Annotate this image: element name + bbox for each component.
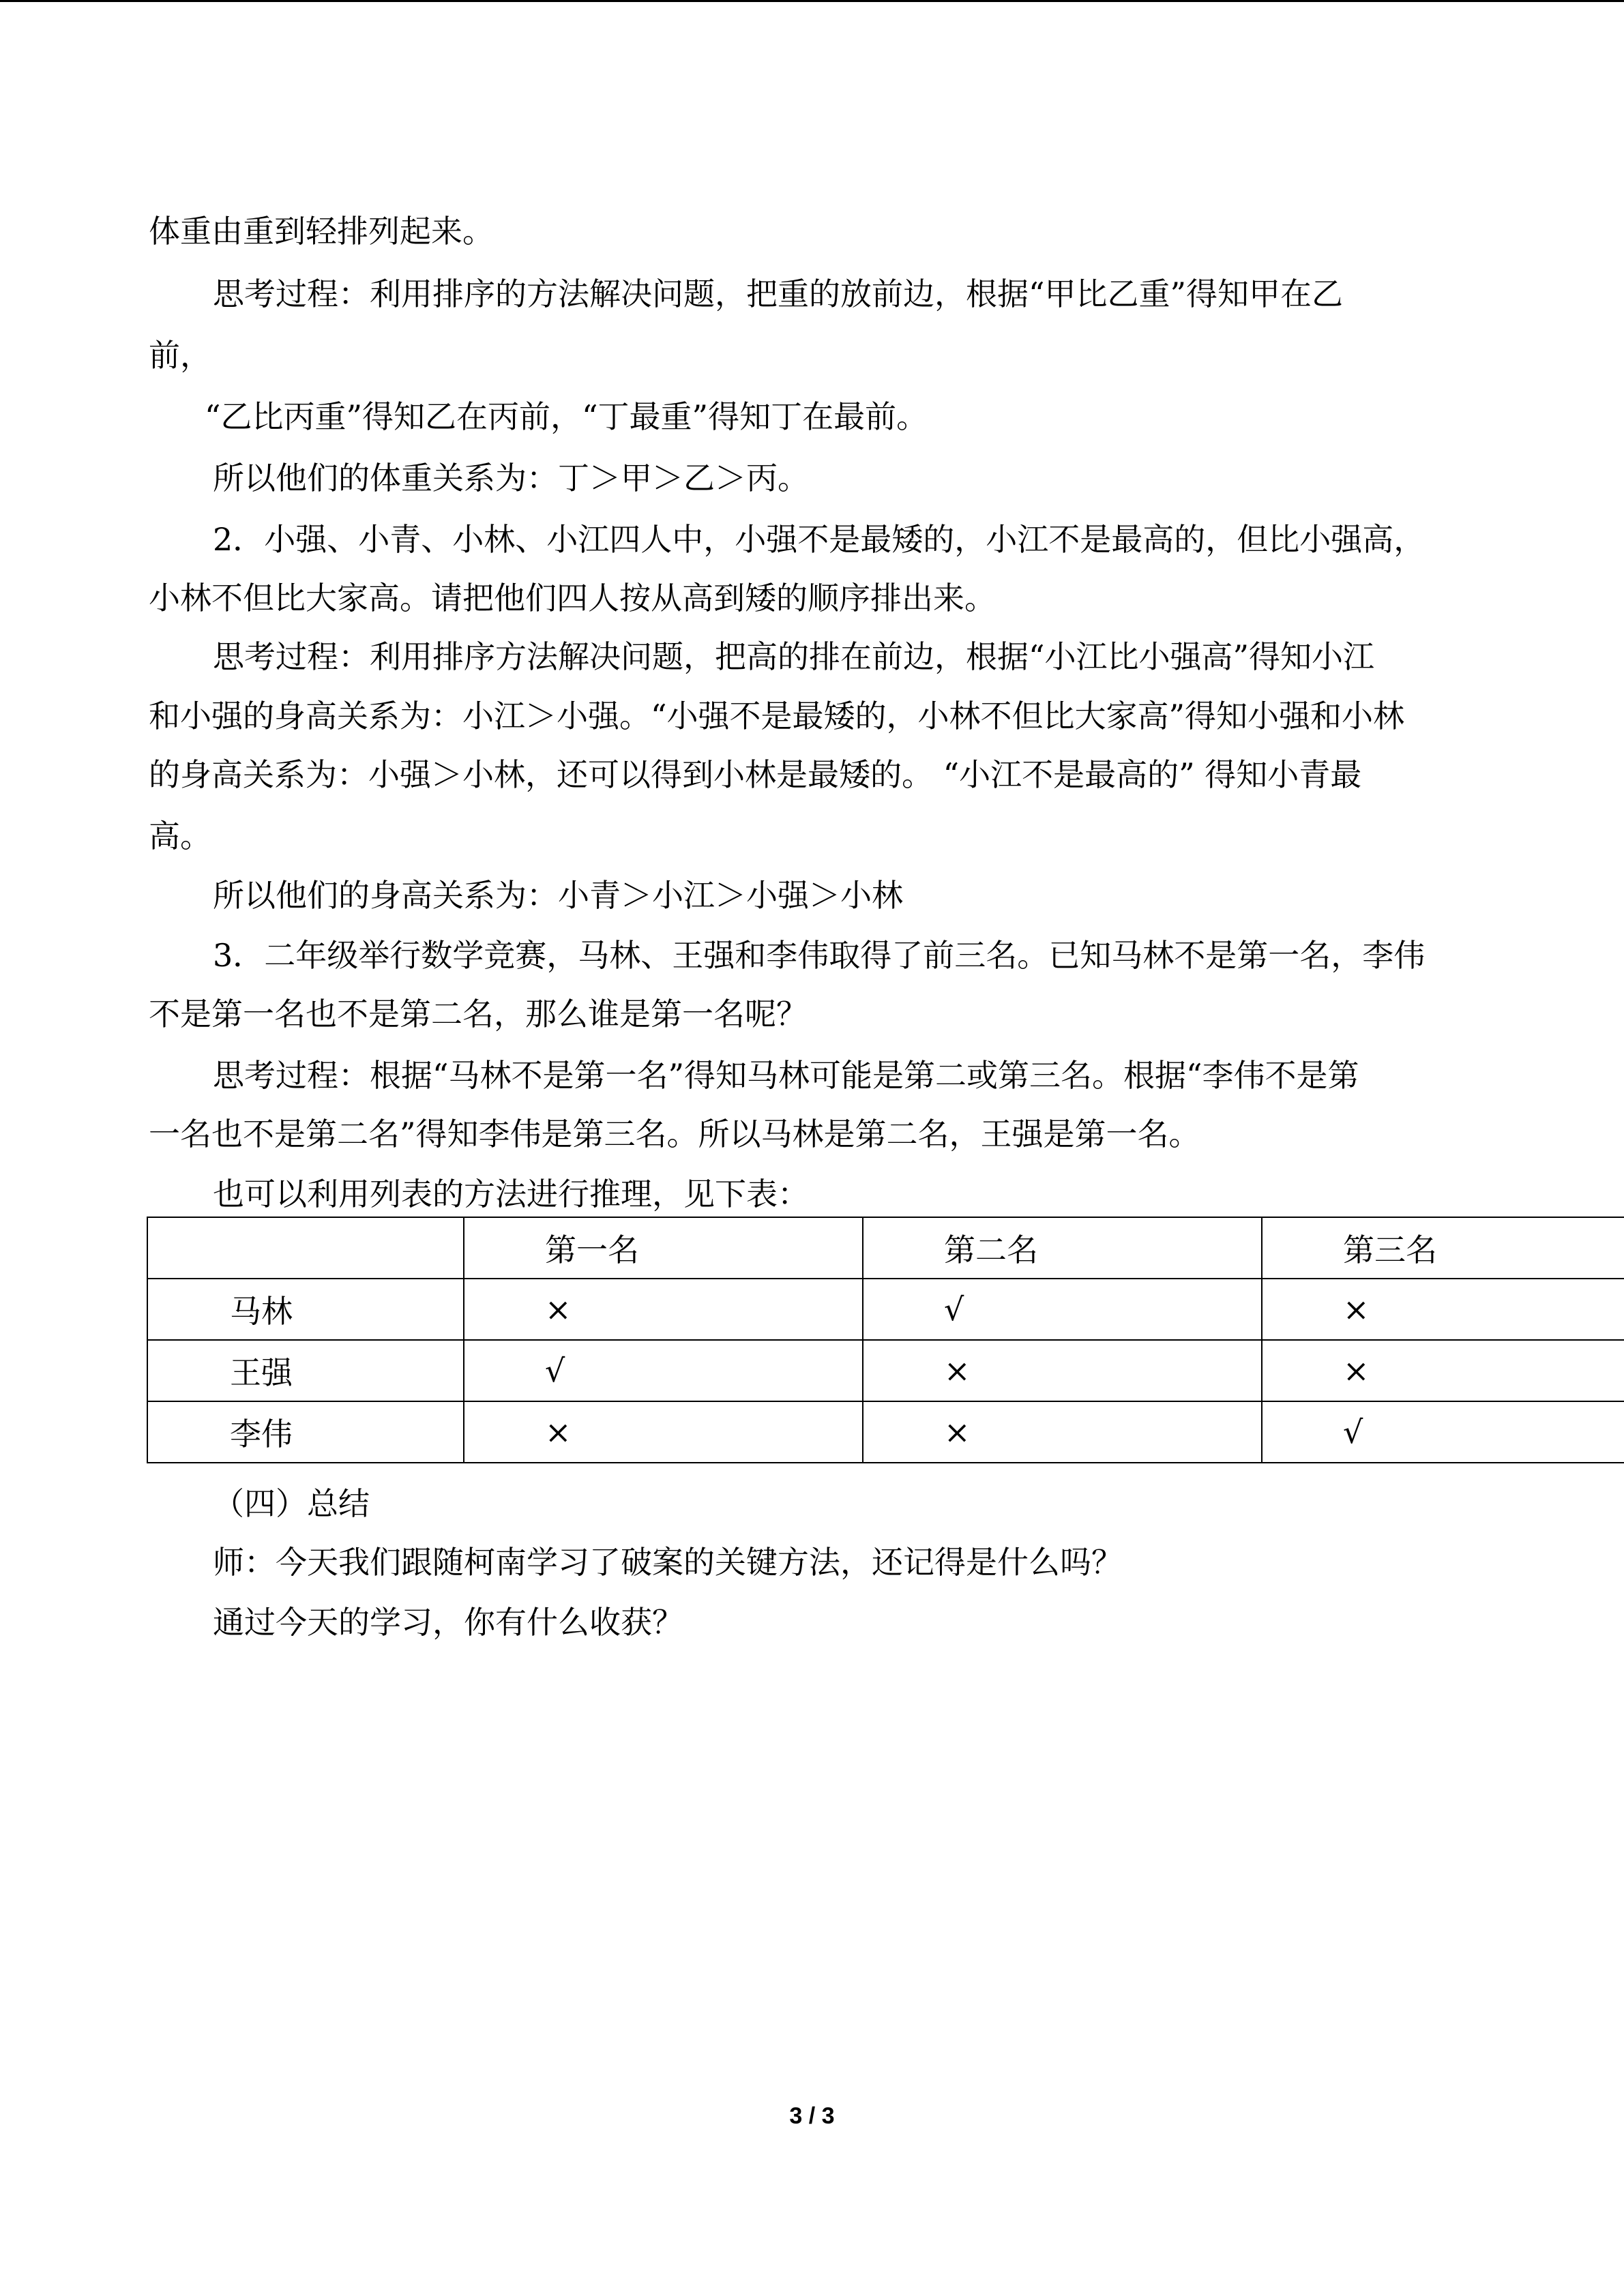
section-heading: （四）总结 [213,1485,370,1522]
table-row [147,1340,1624,1401]
text-line: 不是第一名也不是第二名，那么谁是第一名呢？ [149,996,808,1032]
top-border-rule [0,0,1624,2]
table-cell: × [464,1401,863,1463]
text-line: 思考过程：利用排序方法解决问题，把高的排在前边，根据“小江比小强高”得知小江 [213,638,1375,675]
table-header-row [147,1217,1624,1279]
text-line: 小林不但比大家高。请把他们四人按从高到矮的顺序排出来。 [149,580,996,616]
text-line: 的身高关系为：小强＞小林，还可以得到小林是最矮的。 “小江不是最高的” 得知小青最 [149,756,1362,793]
table-row-label: 王强 [147,1340,464,1401]
text-line: 也可以利用列表的方法进行推理，见下表： [213,1176,809,1212]
table-cell: √ [1262,1401,1624,1463]
table-header-cell: 第二名 [863,1217,1262,1279]
table-row-label: 李伟 [147,1401,464,1463]
page-number: 3 / 3 [789,2103,835,2129]
table-header-cell: 第三名 [1262,1217,1624,1279]
table-cell: √ [863,1279,1262,1340]
text-line: 思考过程：根据“马林不是第一名”得知马林可能是第二或第三名。根据“李伟不是第 [213,1057,1359,1094]
text-line: 3．二年级举行数学竞赛，马林、王强和李伟取得了前三名。已知马林不是第一名，李伟 [213,937,1426,974]
text-line: 通过今天的学习，你有什么收获？ [213,1604,683,1641]
text-line: 体重由重到轻排列起来。 [149,213,494,250]
table-cell: × [464,1279,863,1340]
text-line: 2．小强、小青、小林、小江四人中，小强不是最矮的，小江不是最高的，但比小强高， [213,521,1426,558]
table-header-cell [147,1217,464,1279]
ranking-table [147,1217,1624,1463]
table-row-label: 马林 [147,1279,464,1340]
table-cell: × [1262,1340,1624,1401]
table-cell: × [1262,1279,1624,1340]
text-line: “乙比丙重”得知乙在丙前，“丁最重”得知丁在最前。 [205,398,928,435]
text-line: 所以他们的体重关系为：丁＞甲＞乙＞丙。 [213,460,809,496]
text-line: 和小强的身高关系为：小江＞小强。“小强不是最矮的，小林不但比大家高”得知小强和小林 [149,698,1405,734]
table-row [147,1401,1624,1463]
table-row [147,1279,1624,1340]
text-line: 思考过程：利用排序的方法解决问题，把重的放前边，根据“甲比乙重”得知甲在乙 [213,275,1344,312]
table-cell: √ [464,1340,863,1401]
text-line: 一名也不是第二名”得知李伟是第三名。所以马林是第二名，王强是第一名。 [149,1116,1200,1152]
text-line: 高。 [149,818,211,854]
table-cell: × [863,1401,1262,1463]
table-cell: × [863,1340,1262,1401]
text-line: 师：今天我们跟随柯南学习了破案的关键方法，还记得是什么吗？ [213,1544,1123,1581]
table-header-cell: 第一名 [464,1217,863,1279]
text-line: 前， [149,337,211,374]
text-line: 所以他们的身高关系为：小青＞小江＞小强＞小林 [213,877,903,914]
